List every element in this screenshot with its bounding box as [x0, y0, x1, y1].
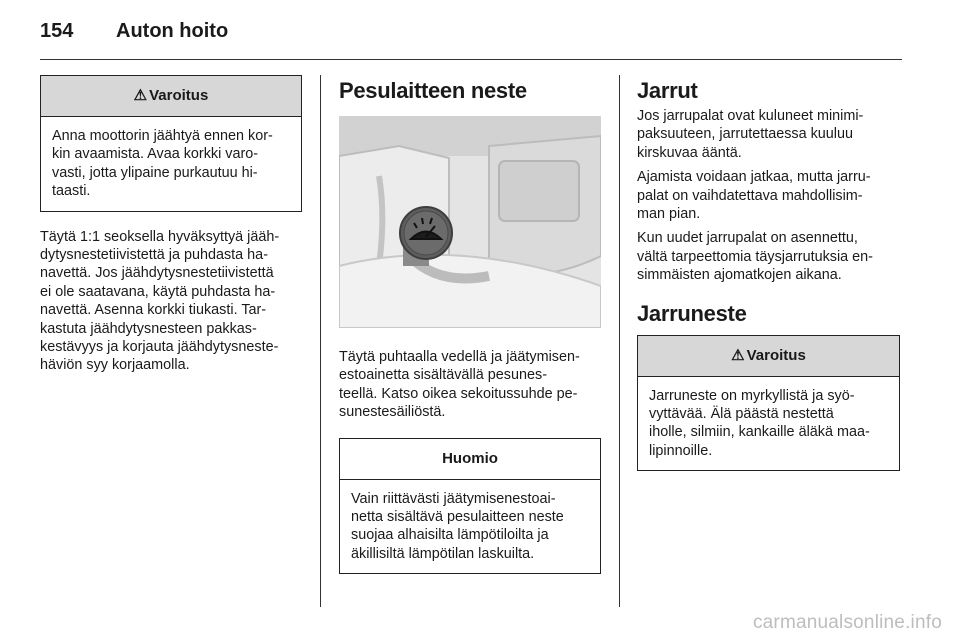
header-rule [40, 59, 902, 60]
text-line: vasti, jotta ylipaine purkautuu hi- [52, 164, 258, 181]
text-line: teellä. Katso oikea sekoitussuhde pe- [339, 385, 578, 402]
text-line: netta sisältävä pesulaitteen neste [351, 509, 564, 526]
column-1 [40, 75, 302, 375]
column-divider-1 [320, 75, 321, 607]
heading-washer-fluid: Pesulaitteen neste [339, 78, 527, 103]
washer-paragraph [339, 348, 601, 422]
warning-text [638, 377, 899, 471]
text-line: Jarruneste on myrkyllistä ja syö- [649, 387, 855, 404]
text-line: dytysnestetiivistettä ja puhdasta ha- [40, 247, 268, 264]
heading-brakes: Jarrut [637, 78, 698, 103]
warning-triangle-icon: ⚠ [133, 87, 148, 104]
text-line: Ajamista voidaan jatkaa, mutta jarru- [637, 169, 871, 186]
section-title: Auton hoito [116, 20, 229, 42]
text-line: taasti. [52, 183, 91, 200]
text-line: kastuta jäähdytysnesteen pakkas- [40, 320, 257, 337]
column-divider-2 [619, 75, 620, 607]
text-line: sunestesäiliöstä. [339, 404, 446, 421]
text-line: navettä. Jos jäähdytysnestetiivistettä [40, 265, 274, 282]
warning-title: Varoitus [746, 346, 806, 364]
warning-header [41, 76, 301, 117]
text-line: man pian. [637, 206, 701, 223]
page-header [40, 20, 228, 43]
brakes-paragraph [637, 107, 900, 285]
text-line: lipinnoille. [649, 442, 713, 459]
page-number: 154 [40, 20, 74, 42]
coolant-paragraph [40, 228, 302, 375]
watermark: carmanualsonline.info [752, 612, 942, 633]
warning-header [638, 336, 899, 377]
text-line: Täytä puhtaalla vedellä ja jäätymisen- [339, 349, 580, 365]
text-line: simmäisten ajomatkojen aikana. [637, 267, 842, 284]
text-line: Anna moottorin jäähtyä ennen kor- [52, 128, 273, 144]
warning-text [41, 117, 301, 211]
text-line: suojaa alhaisilta lämpötiloilta ja [351, 527, 549, 544]
text-line: Jos jarrupalat ovat kuluneet minimi- [637, 108, 864, 124]
text-line: vyttävää. Älä päästä nestettä [649, 406, 834, 423]
text-line: häviön syy korjaamolla. [40, 357, 190, 374]
text-line: ei ole saatavana, käytä puhdasta ha- [40, 283, 276, 300]
text-line: äkillisiltä lämpötilan laskuilta. [351, 545, 535, 562]
warning-title: Varoitus [149, 87, 209, 104]
text-line: paksuuteen, jarrutettaessa kuuluu [637, 126, 854, 143]
note-text [340, 480, 600, 574]
text-line: vältä tarpeettomia täysjarrutuksia en- [637, 248, 873, 265]
washer-reservoir-photo [339, 116, 601, 328]
warning-triangle-icon: ⚠ [731, 346, 745, 364]
text-line: kestävyys ja korjauta jäähdytysneste- [40, 339, 279, 356]
text-line: Kun uudet jarrupalat on asennettu, [637, 230, 858, 247]
heading-brake-fluid: Jarruneste [637, 300, 747, 326]
column-3 [637, 75, 900, 471]
text-line: kin avaamista. Avaa korkki varo- [52, 146, 259, 163]
washer-reservoir-illustration [339, 116, 601, 328]
text-line: kirskuvaa ääntä. [637, 144, 742, 161]
note-title: Huomio [340, 439, 600, 480]
text-line: estoainetta sisältävällä pesunes- [339, 367, 547, 384]
text-line: Täytä 1:1 seoksella hyväksyttyä jääh- [40, 228, 280, 245]
note-box-washer [339, 438, 601, 575]
warning-box-coolant [40, 75, 302, 212]
text-line: palat on vaihdatettava mahdollisim- [637, 187, 863, 204]
text-line: iholle, silmiin, kankaille äläkä maa- [649, 424, 870, 441]
text-line: navettä. Asenna korkki tiukasti. Tar- [40, 302, 267, 319]
column-2 [339, 75, 601, 574]
text-line: Vain riittävästi jäätymisenestoai- [351, 490, 556, 507]
warning-box-brake-fluid [637, 335, 900, 472]
